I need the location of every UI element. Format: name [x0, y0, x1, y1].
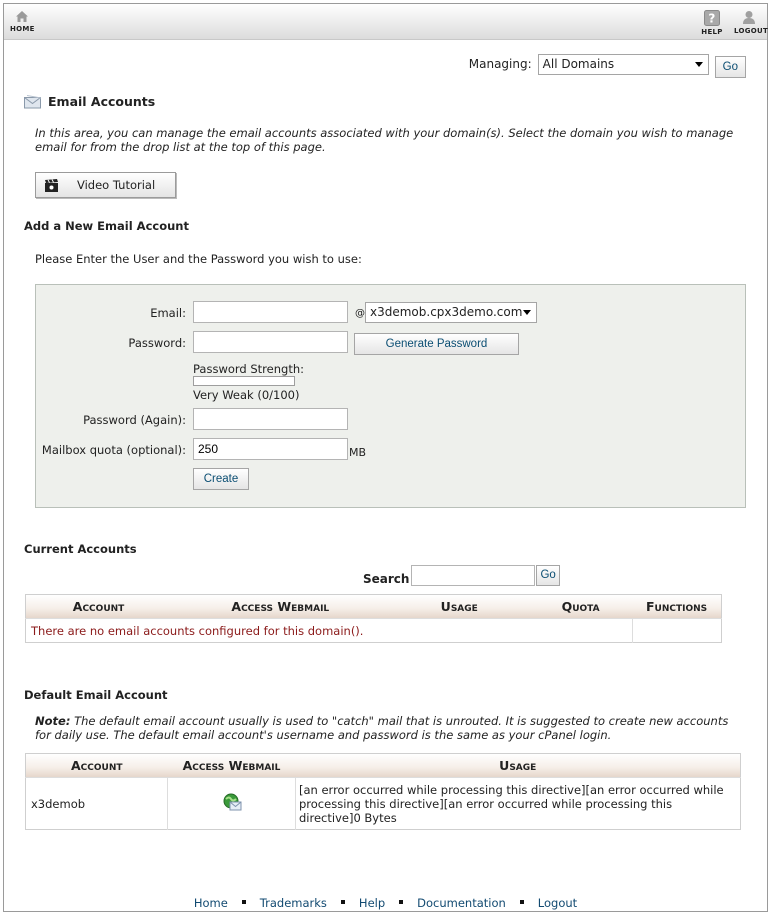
domain-select[interactable] — [365, 302, 537, 323]
column-header: Functions — [645, 599, 708, 614]
add-account-heading: Add a New Email Account — [24, 219, 189, 233]
search-label: Search — [363, 572, 410, 586]
dropdown-arrow-icon — [695, 62, 703, 67]
password-strength-bar — [193, 376, 295, 386]
footer-links — [0, 896, 771, 910]
default-account-note — [35, 714, 740, 742]
default-account-heading: Default Email Account — [24, 688, 168, 702]
column-header[interactable]: Usage — [440, 599, 478, 614]
password-field[interactable] — [193, 331, 348, 353]
page-intro: In this area, you can manage the email accounts associated with your domain(s). Select the domain you wish to manage email for from the drop list at the top of this page. — [35, 126, 734, 154]
managing-label: Managing: — [468, 57, 532, 71]
column-header[interactable]: Account — [72, 599, 125, 614]
table-header-row — [26, 754, 741, 778]
logout-label: LOGOUT — [734, 27, 769, 35]
search-input[interactable] — [411, 565, 535, 586]
search-bar — [363, 564, 560, 586]
quota-field[interactable] — [193, 438, 348, 460]
managing-domain-select[interactable] — [538, 54, 709, 75]
password-strength-value: Very Weak (0/100) — [193, 388, 300, 402]
page-title-row — [24, 94, 155, 109]
footer-separator — [242, 900, 246, 904]
video-tutorial-label: Video Tutorial — [77, 178, 156, 192]
password-again-field[interactable] — [193, 408, 348, 430]
add-account-instruction: Please Enter the User and the Password you wish to use: — [35, 252, 362, 266]
help-label: HELP — [701, 28, 723, 36]
logout-user-icon — [742, 10, 756, 25]
table-row — [26, 778, 741, 830]
default-account-name: x3demob — [26, 778, 168, 830]
quota-label: Mailbox quota (optional): — [41, 443, 186, 457]
password-label: Password: — [128, 336, 186, 350]
quota-unit: MB — [349, 446, 367, 459]
column-header: Access Webmail — [231, 599, 330, 614]
webmail-cell — [168, 778, 296, 830]
page-title: Email Accounts — [48, 94, 156, 109]
generate-password-button[interactable]: Generate Password — [354, 333, 519, 355]
footer-link-documentation[interactable]: Documentation — [417, 896, 506, 910]
column-header: Account — [70, 758, 123, 773]
video-camera-icon — [45, 179, 59, 192]
empty-cell — [632, 619, 721, 643]
table-header-row — [26, 595, 722, 619]
webmail-icon[interactable] — [222, 792, 242, 812]
at-sign: @ — [355, 308, 365, 319]
footer-link-trademarks[interactable]: Trademarks — [259, 896, 327, 910]
logout-nav[interactable] — [734, 10, 769, 35]
search-go-button[interactable]: Go — [536, 565, 559, 586]
note-label: Note: — [35, 714, 71, 728]
footer-separator — [341, 900, 345, 904]
footer-separator — [399, 900, 403, 904]
envelope-icon — [24, 95, 42, 109]
footer-link-help[interactable]: Help — [358, 896, 386, 910]
managing-go-button[interactable]: Go — [715, 56, 746, 78]
dropdown-arrow-icon — [523, 310, 531, 315]
column-header: Usage — [499, 758, 537, 773]
home-label: HOME — [10, 25, 35, 33]
footer-link-home[interactable]: Home — [193, 896, 228, 910]
column-header[interactable]: Quota — [561, 599, 600, 614]
email-field[interactable] — [193, 301, 348, 323]
help-nav[interactable] — [701, 10, 723, 36]
top-toolbar — [4, 4, 767, 40]
note-text: The default email account usually is used to "catch" mail that is unrouted. It is suggested to create new accounts for daily use. The default email account's username and password is the same as your cPanel login. — [35, 714, 729, 742]
svg-text:?: ? — [708, 11, 716, 26]
video-tutorial-button[interactable] — [35, 172, 176, 198]
default-account-table — [25, 753, 741, 830]
current-accounts-heading: Current Accounts — [24, 542, 137, 556]
empty-accounts-message: There are no email accounts configured for this domain(). — [26, 619, 633, 643]
domain-selected-value: x3demob.cpx3demo.com — [370, 305, 523, 319]
footer-separator — [520, 900, 524, 904]
managing-selected-value: All Domains — [542, 56, 615, 71]
table-row — [26, 619, 722, 643]
current-accounts-table — [25, 594, 722, 643]
password-again-label: Password (Again): — [83, 413, 186, 427]
password-strength-label: Password Strength: — [193, 362, 304, 376]
footer-link-logout[interactable]: Logout — [537, 896, 578, 910]
default-account-usage: [an error occurred while processing this directive][an error occurred while processing this directive][an error occurred while processing this directive]0 Bytes — [296, 778, 741, 830]
help-icon — [704, 10, 720, 26]
home-icon — [15, 10, 29, 23]
home-nav[interactable] — [10, 10, 34, 33]
add-account-form — [35, 284, 746, 508]
create-button[interactable]: Create — [193, 468, 249, 490]
managing-bar — [469, 50, 746, 78]
column-header: Access Webmail — [182, 758, 281, 773]
email-label: Email: — [150, 306, 186, 320]
